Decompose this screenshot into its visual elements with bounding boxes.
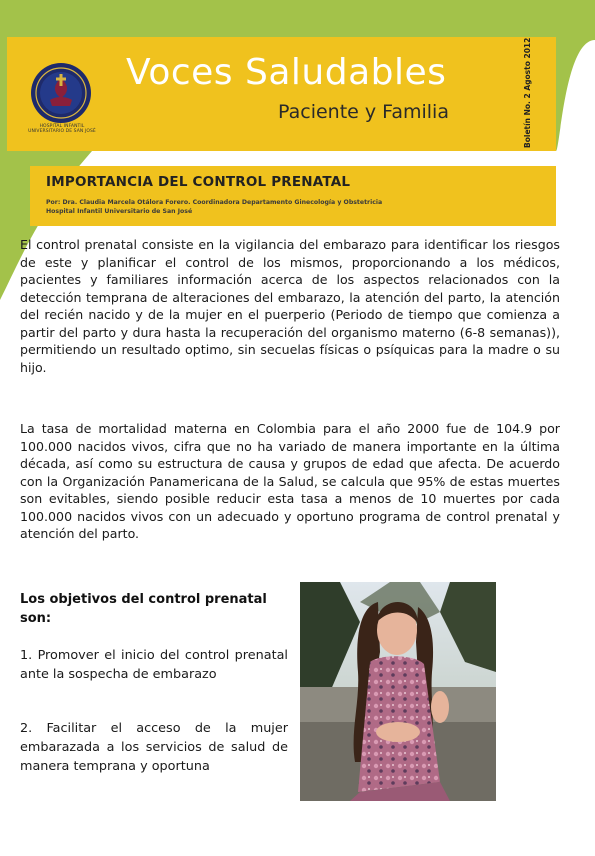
objective-item-1: 1. Promover el inicio del control prenatal ante la sospecha de embarazo	[20, 648, 288, 682]
article-author	[46, 198, 382, 216]
publication-subtitle: Paciente y Familia	[278, 101, 449, 123]
paragraph-2: La tasa de mortalidad materna en Colombia para el año 2000 fue de 104.9 por 100.000 nacidos vivos, cifra que no ha variado de manera importante en la última década, así como su estructura de causa y grupos de edad que afecta. De acuerdo con la Organización Panamericana de la Salud, se calcula que 95% de estas muertes son evitables, siendo posible reducir esta tasa a menos de 10 muertes por cada 100.000 nacidos vivos con un adecuado y oportuno programa de control prenatal y atención del parto.	[20, 421, 560, 541]
publication-title: Voces Saludables	[126, 52, 447, 93]
paragraph-1: El control prenatal consiste en la vigilancia del embarazo para identificar los riesgos de este y planificar el control de los mismos, proporcionando a los médicos, pacientes y familiares información acerca de los aspectos relacionados con la detección temprana de alteraciones del embarazo, la atención del parto, la atención del recién nacido y de la mujer en el puerperio (Periodo de tiempo que comienza a partir del parto y dura hasta la recuperación del organismo materno (6-8 semanas)), permitiendo un resultado optimo, sin secuelas físicas o psíquicas para la madre o su hijo.	[20, 237, 560, 375]
author-line-2: Hospital Infantil Universitario de San José	[46, 208, 193, 215]
objective-item-2: 2. Facilitar el acceso de la mujer embarazada a los servicios de salud de manera temprana y oportuna	[20, 721, 288, 774]
hospital-logo-icon	[30, 62, 92, 124]
logo-caption: HOSPITAL INFANTIL UNIVERSITARIO DE SAN JOSÉ	[28, 124, 96, 134]
bulletin-number: Boletín No. 2 Agosto 2012	[523, 37, 532, 148]
author-line-1: Por: Dra. Claudia Marcela Otálora Forero. Coordinadora Departamento Ginecología y Obstetricia	[46, 199, 383, 206]
pregnant-woman-photo	[300, 582, 496, 801]
objectives-heading: Los objetivos del control prenatal son:	[20, 592, 267, 626]
article-title: IMPORTANCIA DEL CONTROL PRENATAL	[46, 174, 351, 190]
